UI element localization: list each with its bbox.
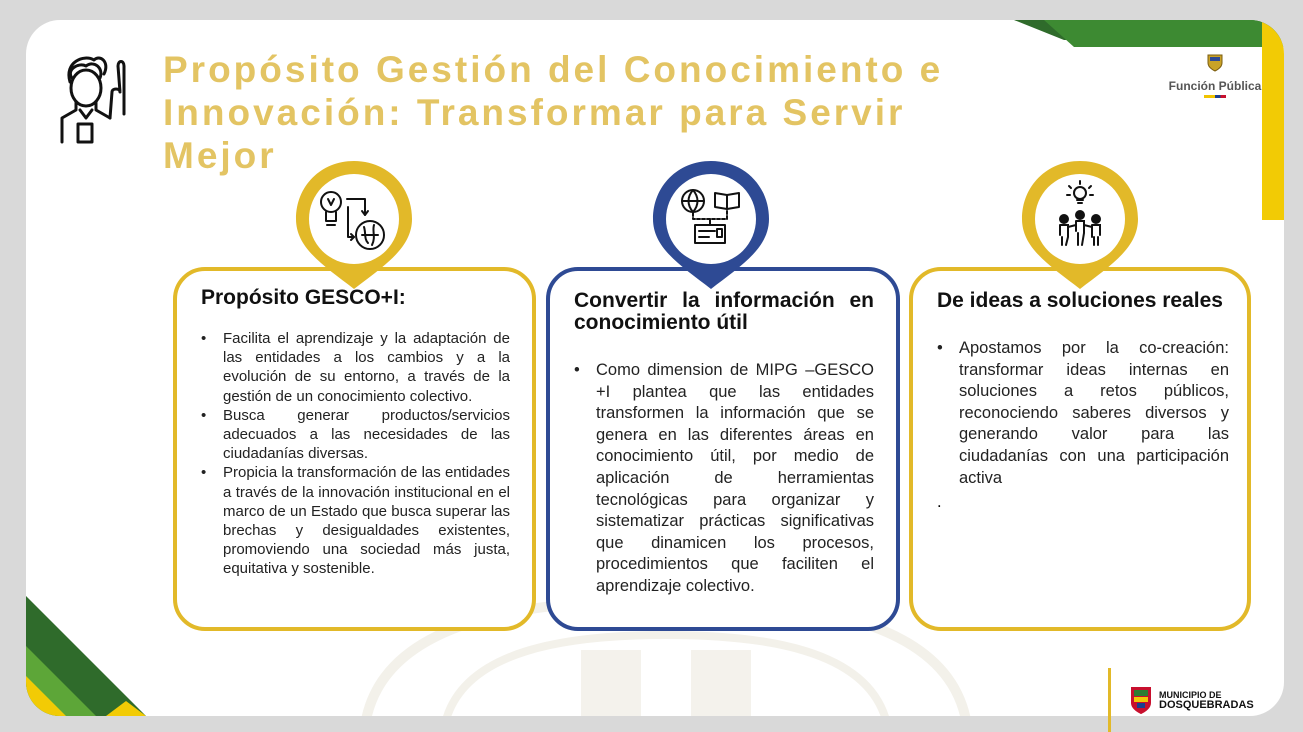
globe-book-network-icon (649, 157, 773, 293)
list-item (201, 329, 510, 406)
list-item (574, 360, 874, 598)
funcion-publica-logo (1160, 52, 1270, 98)
bullet-dot: • (201, 406, 207, 424)
team-idea-icon (1018, 157, 1142, 293)
page-title: Propósito Gestión del Conocimiento e Innovación: Transformar para Servir Mejor (163, 49, 944, 176)
bullet-list (201, 329, 510, 579)
bullet-text: Apostamos por la co-creación: transformar ideas internas en soluciones a retos públicos, reconociendo saberes diversos y generando valor para las ciudadanías con una participación activa (959, 339, 1229, 487)
bullet-text: Busca generar productos/servicios adecuados a las necesidades de las ciudadanías diversas. (223, 406, 510, 463)
card-heading: De ideas a soluciones reales (937, 289, 1223, 312)
bullet-dot: • (574, 361, 580, 379)
bullet-dot: • (201, 330, 207, 347)
bullet-list (937, 338, 1229, 489)
lightbulb-brain-icon (292, 157, 416, 293)
municipio-line1: MUNICIPIO DE (1159, 690, 1222, 700)
municipio-logo (1108, 668, 1254, 732)
divider (1108, 668, 1111, 732)
municipal-shield-icon (1129, 685, 1153, 715)
list-item (937, 338, 1229, 489)
trailing-dot: . (937, 493, 942, 512)
bullet-text: Facilita el aprendizaje y la adaptación de las entidades a los cambios y a la evolución de su entorno, a través de la gestión de un conocimiento colectivo. (223, 330, 510, 405)
bullet-text: Propicia la transformación de las entidades a través de la innovación institucional en el marco de un Estado que busca superar las brechas y desigualdades existentes, promoviendo una sociedad más justa, equitativa y sostenible. (223, 464, 510, 578)
bullet-dot: • (201, 464, 207, 482)
bullet-text: Como dimension de MIPG –GESCO +I plantea que las entidades transformen la información que se genera en las diferentes áreas en conocimiento útil, por medio de aplicación de herramientas tecnológicas para organizar y sistematizar prácticas significativas que dinamicen los procesos, procedimientos que faciliten el aprendizaje colectivo. (596, 361, 874, 595)
card-gesco-purpose (173, 267, 536, 631)
flag-bar (1204, 95, 1226, 98)
coat-of-arms-icon (1205, 52, 1225, 72)
card-ideas-solutions (909, 267, 1251, 631)
municipio-label (1159, 690, 1254, 710)
list-item (201, 463, 510, 578)
funcion-publica-label: Función Pública (1168, 79, 1262, 93)
card-heading: Convertir la información en conocimiento útil (574, 289, 874, 334)
bullet-dot: • (937, 339, 943, 357)
corner-decoration-bottom-left (26, 596, 146, 716)
municipio-line2: DOSQUEBRADAS (1159, 699, 1254, 711)
bullet-list (574, 360, 874, 598)
card-heading: Propósito GESCO+I: (201, 286, 406, 309)
card-information-knowledge (546, 267, 900, 631)
list-item (201, 406, 510, 464)
person-raising-hand-icon (54, 52, 126, 148)
